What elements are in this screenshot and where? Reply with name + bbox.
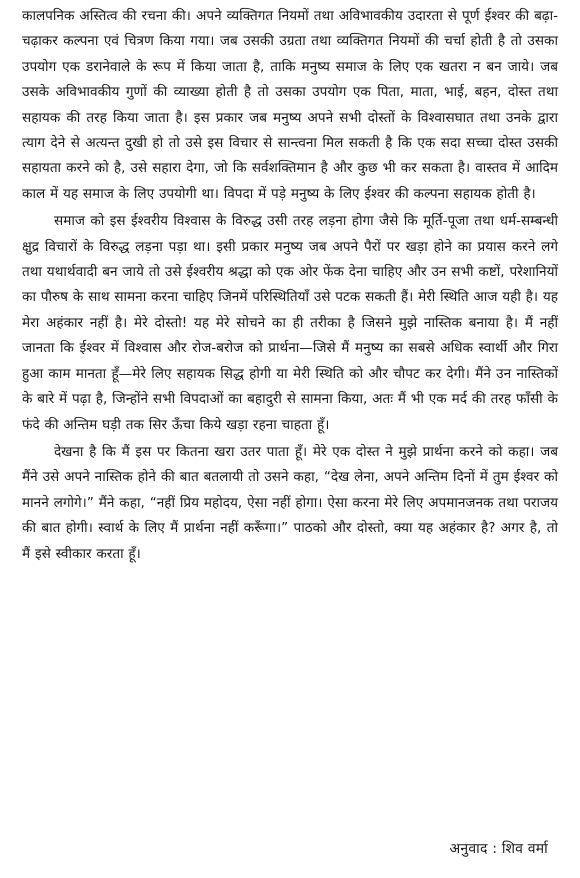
document-page xyxy=(22,4,558,874)
paragraph-3: देखना है कि मैं इस पर कितना खरा उतर पाता हूँ। मेरे एक दोस्त ने मुझे प्रार्थना करने को कहा। जब मैंने उसे अपने नास्तिक होने की बात बतलायी तो उसने कहा, “देख लेना, अपने अन्तिम दिनों में तुम ईश्वर को मानने लगोगे।” मैंने कहा, “नहीं प्रिय महोदय, ऐसा नहीं होगा। ऐसा करना मेरे लिए अपमानजनक तथा पराजय की बात होगी। स्वार्थ के लिए मैं प्रार्थना नहीं करूँगा।” पाठको और दोस्तो, क्या यह अहंकार है? अगर है, तो मैं इसे स्वीकार करता हूँ। xyxy=(22,443,558,562)
paragraph-1: कालपनिक अस्तित्व की रचना की। अपने व्यक्तिगत नियमों तथा अविभावकीय उदारता से पूर्ण ईश्वर की बढ़ा-चढ़ाकर कल्पना एवं चित्रण किया गया। जब उसकी उग्रता तथा व्यक्तिगत नियमों की चर्चा होती है तो उसका उपयोग एक डरानेवाले के रूप में किया जाता है, ताकि मनुष्य समाज के लिए एक खतरा न बन जाये। जब उसके अविभावकीय गुणों की व्याख्या होती है तो उसका उपयोग एक पिता, माता, भाई, बहन, दोस्त तथा सहायक की तरह किया जाता है। इस प्रकार जब मनुष्य अपने सभी दोस्तों के विश्वासघात तथा उनके द्वारा त्याग देने से अत्यन्त दुखी हो तो उसे इस विचार से सान्त्वना मिल सकती है कि एक सदा सच्चा दोस्त उसकी सहायता करने को है, उसे सहारा देगा, जो कि सर्वशक्तिमान है और कुछ भी कर सकता है। वास्तव में आदिम काल में यह समाज के लिए उपयोगी था। विपदा में पड़े मनुष्य के लिए ईश्वर की कल्पना सहायक होती है। xyxy=(22,8,558,202)
translator-credit: अनुवाद : शिव वर्मा xyxy=(449,841,548,857)
paragraph-2: समाज को इस ईश्वरीय विश्वास के विरुद्ध उसी तरह लड़ना होगा जैसे कि मूर्ति-पूजा तथा धर्म-सम्बन्धी क्षुद्र विचारों के विरुद्ध लड़ना पड़ा था। इसी प्रकार मनुष्य जब अपने पैरों पर खड़ा होने का प्रयास करने लगे तथा यथार्थवादी बन जाये तो उसे ईश्वरीय श्रद्धा को एक ओर फेंक देना चाहिए और उन सभी कष्टों, परेशानियों का पौरुष के साथ सामना करना चाहिए जिनमें परिस्थितियाँ उसे पटक सकती हैं। मेरी स्थिति आज यही है। यह मेरा अहंकार नहीं है। मेरे दोस्तो! यह मेरे सोचने का ही तरीका है जिसने मुझे नास्तिक बनाया है। मैं नहीं जानता कि ईश्वर में विश्वास और रोज-बरोज को प्रार्थना—जिसे मैं मनुष्य का सबसे अधिक स्वार्थी और गिरा हुआ काम मानता हूँ—मेरे लिए सहायक सिद्ध होगी या मेरी स्थिति को और चौपट कर देगी। मैंने उन नास्तिकों के बारे में पढ़ा है, जिन्होंने सभी विपदाओं का बहादुरी से सामना किया, अतः मैं भी एक मर्द की तरह फाँसी के फंदे की अन्तिम घड़ी तक सिर ऊँचा किये खड़ा रहना चाहता हूँ। xyxy=(22,213,558,433)
